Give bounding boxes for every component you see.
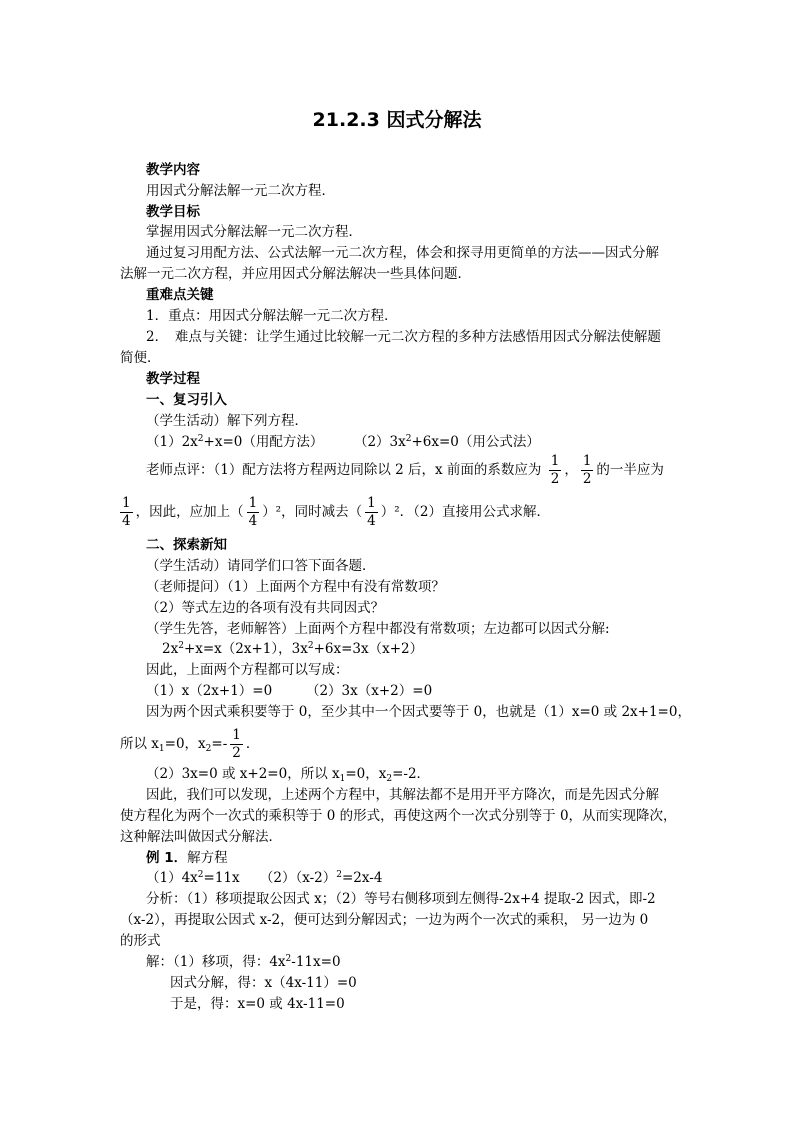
solution-step-3: 于是，得：x=0 或 4x-11=0 [170, 996, 345, 1012]
content-text: 用因式分解法解一元二次方程． [146, 183, 335, 199]
so-text-a: 所以 x [120, 736, 159, 752]
factored-forms: （1）x（2x+1）=0 （2）3x（x+2）=0 [146, 683, 433, 699]
factor-part-b: +x=x（2x+1），3x [183, 641, 308, 657]
sol1-b: -11x=0 [291, 954, 341, 970]
ex-eq-c: =2x-4 [342, 870, 383, 886]
subscript: 1 [158, 744, 165, 754]
frac-numerator: 1 [582, 453, 592, 469]
fraction-one-half [549, 453, 562, 488]
teacher-question-1: （老师提问）（1）上面两个方程中有没有常数项？ [146, 579, 445, 595]
teacher-question-2: （2）等式左边的各项有没有共同因式？ [146, 600, 385, 616]
goal-text-2a: 通过复习用配方法、公式法解一元二次方程，体会和探寻用更简单的方法——因式分解 [146, 245, 659, 261]
comment-text-a: 老师点评：（1）配方法将方程两边同除以 2 后，x 前面的系数应为 [146, 462, 542, 478]
case2-b: =0，x [345, 766, 387, 782]
fraction-one-half [581, 453, 594, 488]
frac-numerator: 1 [232, 727, 241, 743]
frac-denominator: 2 [550, 471, 560, 487]
part1-heading: 一、复习引入 [146, 392, 227, 408]
so-end: ． [245, 736, 260, 752]
subscript: 1 [339, 774, 346, 784]
exponent: 2 [336, 870, 342, 880]
eq2-prefix: （2）3x [353, 434, 406, 450]
subscript: 2 [205, 744, 212, 754]
frac-numerator: 1 [550, 453, 560, 469]
frac-denominator: 4 [122, 513, 131, 529]
fraction-one-quarter [120, 495, 133, 530]
solution-line-1 [120, 726, 680, 762]
section-heading-key: 重难点关键 [146, 287, 214, 303]
exponent: 2 [307, 641, 314, 651]
eq1-suffix: +x=0（用配方法） [203, 434, 324, 450]
explore-activity: （学生活动）请同学们口答下面各题． [146, 558, 376, 574]
frac-numerator: 1 [248, 495, 258, 511]
review-activity: （学生活动）解下列方程． [146, 413, 308, 429]
exponent: 2 [178, 641, 184, 651]
case2-a: （2）3x=0 或 x+2=0，所以 x [146, 766, 340, 782]
section-heading-process: 教学过程 [146, 371, 200, 387]
factorization-line [162, 639, 722, 659]
case2-c: =-2． [392, 766, 431, 782]
reason-text: 因为两个因式乘积要等于 0，至少其中一个因式要等于 0，也就是（1）x=0 或 2x+1=0， [146, 704, 691, 720]
review-equations [146, 432, 706, 452]
analysis-2: （x-2），再提取公因式 x-2，便可达到分解因式；一边为两个一次式的乘积， 另一边为 0 [120, 912, 649, 928]
teacher-comment-line-1 [146, 452, 706, 488]
key-item-2a: 2． 难点与关键：让学生通过比较解一元二次方程的多种方法感悟用因式分解法使解题 [146, 329, 661, 345]
solution-step-1 [146, 952, 706, 972]
comma: ， [564, 462, 578, 478]
comment-text-e: ）²．（2）直接用公式求解． [380, 504, 550, 520]
conclusion-3: 这种解法叫做因式分解法． [120, 829, 282, 845]
solution-step-2: 因式分解，得：x（4x-11）=0 [170, 975, 357, 991]
comment-text-d: ）²，同时减去（ [262, 504, 363, 520]
subscript: 2 [386, 774, 393, 784]
exponent: 2 [285, 954, 292, 964]
goal-text-1: 掌握用因式分解法解一元二次方程． [146, 224, 362, 240]
frac-denominator: 2 [232, 745, 241, 761]
example-label: 例 1． [146, 850, 188, 866]
exponent: 2 [197, 434, 204, 444]
comment-text-b: 的一半应为 [596, 462, 664, 478]
so-text-b: =0，x [164, 736, 206, 752]
fraction-one-quarter [365, 495, 378, 530]
example-1-equations [146, 868, 706, 888]
key-item-1: 1．重点：用因式分解法解一元二次方程． [146, 308, 398, 324]
fraction-one-half [230, 727, 243, 762]
solution-line-2 [146, 764, 706, 784]
section-heading-content: 教学内容 [146, 162, 200, 178]
frac-numerator: 1 [122, 495, 131, 511]
frac-denominator: 4 [367, 513, 376, 529]
ex-eq-a: （1）4x [146, 870, 198, 886]
section-heading-goal: 教学目标 [146, 204, 200, 220]
factor-part-a: 2x [162, 641, 179, 657]
example-1-heading [146, 848, 706, 868]
exponent: 2 [405, 434, 412, 444]
analysis-3: 的形式 [120, 933, 161, 949]
goal-text-2b: 法解一元二次方程，并应用因式分解法解决一些具体问题． [120, 266, 471, 282]
conclusion-2: 使方程化为两个一次式的乘积等于 0 的形式，再使这两个一次式分别等于 0，从而实现降次， [120, 808, 677, 824]
student-answer: （学生先答，老师解答）上面两个方程中都没有常数项；左边都可以因式分解: [146, 621, 610, 637]
page-title: 21.2.3 因式分解法 [312, 109, 482, 131]
sol1-a: 解：（1）移项，得：4x [146, 954, 286, 970]
frac-denominator: 2 [582, 471, 592, 487]
eq2-suffix: +6x=0（用公式法） [411, 434, 540, 450]
so-text-c: =- [211, 736, 228, 752]
analysis-1: 分析：（1）移项提取公因式 x；（2）等号右侧移项到左侧得-2x+4 提取-2 因式，即-2 [146, 891, 656, 907]
ex-eq-b: =11x （2）（x-2） [203, 870, 337, 886]
conclusion-1: 因此，我们可以发现，上述两个方程中，其解法都不是用开平方降次，而是先因式分解 [146, 787, 659, 803]
teacher-comment-line-2 [120, 494, 680, 530]
frac-denominator: 4 [248, 513, 258, 529]
therefore-text: 因此，上面两个方程都可以写成： [146, 662, 349, 678]
example-title: 解方程 [187, 850, 228, 866]
key-item-2b: 简便． [120, 350, 161, 366]
fraction-one-quarter [247, 495, 260, 530]
comment-text-c: ，因此，应加上（ [135, 504, 244, 520]
exponent: 2 [197, 870, 204, 880]
part2-heading: 二、探索新知 [146, 537, 227, 553]
eq1-prefix: （1）2x [146, 434, 198, 450]
frac-numerator: 1 [367, 495, 376, 511]
factor-part-c: +6x=3x（x+2） [313, 641, 424, 657]
